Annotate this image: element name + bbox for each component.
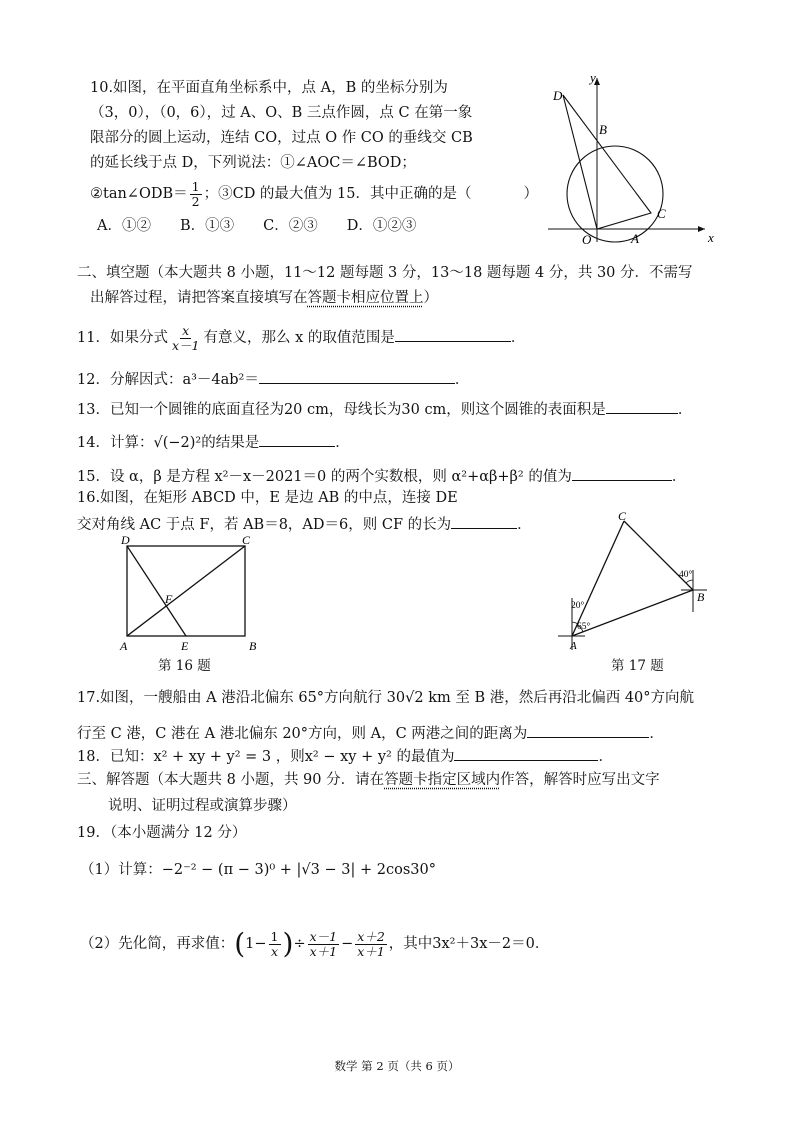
q16-caption: 第 16 题	[158, 658, 211, 674]
q16-label-c: C	[242, 535, 251, 547]
q18-text: 18．已知：x² + xy + y² = 3 ，则x² − xy + y² 的最值为	[77, 749, 455, 765]
q16-figure	[115, 535, 265, 653]
q17-end: ．	[649, 726, 664, 742]
q10-label-y: y	[590, 70, 596, 85]
q17-line2-text: 行至 C 港，C 港在 A 港北偏东 20°方向，则 A，C 两港之间的距离为	[77, 726, 528, 742]
q10-x-arrow	[698, 226, 705, 232]
q19-fraction-3-denominator: x＋1	[357, 943, 385, 959]
q14-expression: √(−2)²	[153, 435, 202, 451]
section2-line1: 二、填空题（本大题共 8 小题，11～12 题每题 3 分，13～18 题每题 4 分，共 30 分．不需写	[77, 265, 693, 281]
section3-emphasis: 答题卡指定区域内	[384, 772, 501, 788]
q16-label-d: D	[121, 535, 130, 547]
q17-line1: 17.如图，一艘船由 A 港沿北偏东 65°方向航行 30√2 km 至 B 港，然后再沿北偏西 40°方向航	[77, 690, 695, 706]
q18-answer-blank[interactable]	[454, 745, 598, 761]
q17-label-a: A	[570, 640, 577, 652]
section2-line2-end: ）	[423, 290, 438, 306]
q10-line4: 的延长线于点 D，下列说法：①∠AOC＝∠BOD；	[90, 155, 416, 171]
section3-line1-start: 三、解答题（本大题共 8 小题，共 90 分．请在	[77, 772, 385, 788]
q17-angle-20: 20°	[571, 601, 585, 611]
section3-line2: 说明、证明过程或演算步骤）	[108, 798, 297, 814]
q19-part2	[80, 924, 549, 964]
q10-label-d: D	[553, 88, 563, 103]
q19-open-paren: (	[234, 927, 246, 960]
q17-line2	[77, 722, 664, 744]
q10-line5-mid: ；③CD 的最大值为 15．其中正确的是（	[203, 186, 472, 202]
q10-line1: 10.如图，在平面直角坐标系中，点 A，B 的坐标分别为	[90, 80, 448, 96]
q11-start: 11．如果分式	[77, 330, 168, 346]
q11	[77, 321, 525, 355]
q14-end: ．	[335, 435, 350, 451]
q16-line2	[77, 513, 532, 535]
q10-label-x: x	[708, 230, 714, 245]
q11-denominator: x－1	[171, 337, 200, 353]
q12-end: ．	[454, 372, 470, 388]
q19-fraction-2-numerator: x－1	[309, 928, 338, 944]
q10-options: A．①② B．①③ C．②③ D．①②③	[97, 218, 417, 234]
q19-fraction-3	[355, 930, 387, 959]
q13	[77, 398, 692, 420]
q10-label-c: C	[657, 206, 666, 221]
q10-figure	[540, 70, 730, 245]
q14-answer-blank[interactable]	[259, 431, 335, 447]
q11-numerator: x	[182, 322, 190, 338]
q10-label-b: B	[599, 122, 607, 137]
section3-line1-end: 作答，解答时应写出文字	[500, 772, 660, 788]
q18	[77, 745, 613, 767]
q17-caption: 第 17 题	[611, 658, 664, 674]
section3-line1	[77, 770, 660, 790]
q10-line3: 限部分的圆上运动，连结 CO，过点 O 作 CO 的垂线交 CB	[90, 130, 473, 146]
q11-end: ．	[510, 330, 526, 346]
q11-mid: 有意义，那么 x 的取值范围是	[203, 330, 395, 346]
q10-half-numerator: 1	[191, 178, 200, 194]
q10-half-fraction	[190, 180, 202, 209]
q10-line2: （3，0），（0，6），过 A、O、B 三点作圆，点 C 在第一象	[90, 105, 473, 121]
q13-start: 13．已知一个圆锥的底面直径为20 cm，母线长为30 cm，则这个圆锥的表面积是	[77, 402, 606, 418]
q12-answer-blank[interactable]	[259, 368, 455, 384]
q11-fraction	[170, 324, 202, 353]
q14-start: 14．计算：	[77, 435, 154, 451]
q10-line5	[90, 179, 538, 209]
q16-end: ．	[517, 517, 532, 533]
q10-half-denominator: 2	[191, 193, 200, 209]
q15	[77, 465, 686, 487]
q13-end: ．	[677, 402, 693, 418]
q14-mid: 的结果是	[201, 435, 260, 451]
q10-label-a: A	[631, 231, 639, 245]
section2-emphasis: 答题卡相应位置上	[307, 290, 424, 306]
q16-label-b: B	[249, 639, 257, 653]
q16-diagonal-ac	[127, 546, 245, 636]
q19-fraction-1	[269, 930, 281, 959]
q15-end: ．	[671, 469, 687, 485]
q19-fraction-1-numerator: 1	[270, 928, 279, 944]
q19-fraction-3-numerator: x＋2	[357, 928, 385, 944]
q17-figure	[555, 510, 715, 652]
q19-fraction-2	[308, 930, 340, 959]
q16-line1: 16.如图，在矩形 ABCD 中，E 是边 AB 的中点，连接 DE	[77, 490, 458, 506]
q17-angle-arc-40	[686, 580, 693, 583]
section2-line2	[90, 288, 438, 308]
q15-answer-blank[interactable]	[572, 465, 672, 481]
q11-answer-blank[interactable]	[395, 326, 511, 342]
q16-label-f: F	[165, 592, 173, 606]
q18-end: ．	[598, 749, 613, 765]
q12	[77, 368, 469, 390]
q16-label-e: E	[181, 639, 189, 653]
q16-answer-blank[interactable]	[451, 513, 517, 529]
q19-part1: （1）计算：−2⁻² − (π − 3)⁰ + |√3 − 3| + 2cos30°	[80, 862, 436, 878]
q16-line2-text: 交对角线 AC 于点 F，若 AB＝8，AD＝6，则 CF 的长为	[77, 517, 452, 533]
q10-line5-start: ②tan∠ODB＝	[90, 186, 188, 202]
q17-angle-65: 65°	[577, 622, 591, 632]
q19-part2-end: ，其中3x²＋3x－2＝0．	[388, 936, 550, 952]
q19-one-minus: 1−	[245, 936, 267, 952]
q19-part2-start: （2）先化简，再求值：	[80, 936, 235, 952]
q10-line5-end: ）	[523, 186, 538, 202]
q16-segment-de	[127, 546, 186, 636]
section2-line2-start: 出解答过程，请把答案直接填写在	[90, 290, 308, 306]
q16-label-a: A	[120, 639, 128, 653]
q10-circle	[567, 146, 663, 242]
q12-start: 12．分解因式：a³－4ab²＝	[77, 372, 259, 388]
q17-answer-blank[interactable]	[527, 722, 649, 738]
q17-label-c: C	[618, 510, 627, 523]
q17-label-b: B	[697, 590, 705, 604]
q19-title: 19．（本小题满分 12 分）	[77, 825, 247, 841]
q15-start: 15．设 α，β 是方程 x²－x－2021＝0 的两个实数根，则 α²+αβ+β² 的值为	[77, 469, 572, 485]
q19-fraction-1-denominator: x	[270, 943, 279, 959]
q19-fraction-2-denominator: x＋1	[309, 943, 338, 959]
q10-label-o: O	[582, 232, 592, 245]
q17-angle-40: 40°	[679, 570, 693, 580]
q14	[77, 431, 350, 453]
q10-triangle-dcO	[563, 95, 651, 229]
q19-minus: −	[341, 936, 354, 952]
q19-close-paren: )	[282, 927, 294, 960]
q13-answer-blank[interactable]	[606, 398, 678, 414]
q19-divide: ÷	[293, 936, 306, 952]
page-footer: 数学 第 2 页（共 6 页）	[334, 1059, 460, 1073]
